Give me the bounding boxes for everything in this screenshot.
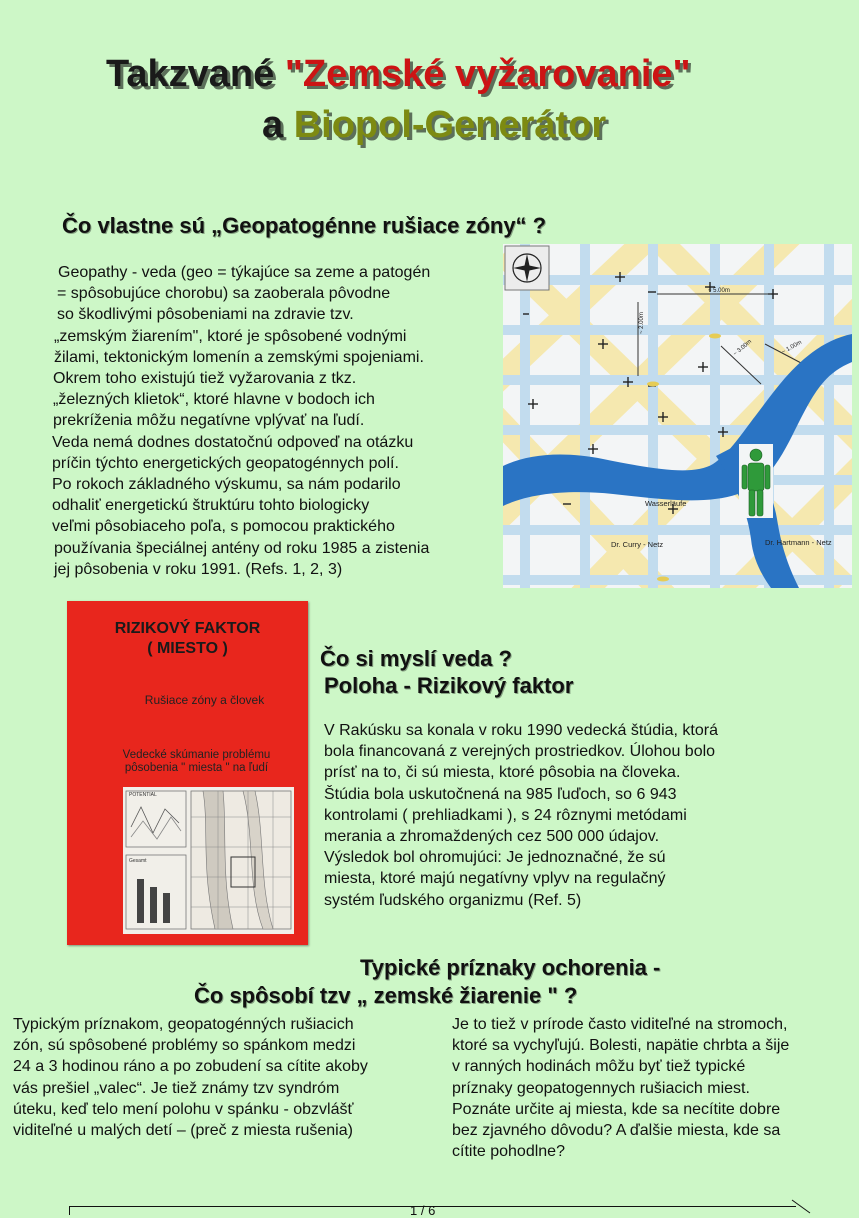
section-3-left-column: [13, 1014, 368, 1141]
title-part-3: a: [262, 104, 294, 146]
text-line: príčin týchto energetických geopatogénnych polí.: [52, 454, 399, 472]
text-line: „železných klietok“, ktoré hlavne v bodoch ich: [53, 391, 375, 409]
page-title: [106, 52, 691, 96]
text-line: bez zjavného dôvodu? A ďalšie miesta, kde sa: [452, 1122, 781, 1140]
text-line: Veda nemá dodnes dostatočnú odpoveď na otázku: [52, 433, 414, 451]
map-label-distance-2: ~ 2.00m: [639, 312, 645, 334]
text-line: vás prešiel „valec“. Je tiež známy tzv syndróm: [13, 1079, 340, 1097]
text-line: viditeľné u malých detí – (preč z miesta rušenia): [13, 1122, 353, 1140]
section-2-heading-line-2: Poloha - Rizikový faktor: [324, 673, 574, 698]
map-label-distance-1: ~ 5.00m: [708, 288, 730, 294]
text-line: = spôsobujúce chorobu) sa zaoberala pôvodne: [57, 285, 391, 303]
text-line: so škodlivými pôsobeniami na zdravie tzv.: [57, 306, 354, 324]
book-title-line-1: RIZIKOVÝ FAKTOR: [114, 620, 261, 637]
text-line: Výsledok bol ohromujúci: Je jednoznačné, že sú: [324, 849, 666, 867]
section-1-body: [52, 262, 430, 580]
text-line: ktoré sa vychyľujú. Bolesti, napätie chrbta a šije: [452, 1037, 790, 1055]
text-line: systém ľudského organizmu (Ref. 5): [324, 891, 582, 909]
book-title-line-2: ( MIESTO ): [147, 640, 228, 657]
section-2-body: [324, 720, 718, 911]
text-line: Typickým príznakom, geopatogénných rušiacich: [13, 1016, 354, 1033]
book-cover-image: [67, 601, 308, 945]
text-line: miesta, ktoré majú negatívny vplyv na regulačný: [324, 870, 666, 888]
footer-arrow-icon: [790, 1199, 812, 1214]
geopathic-grid-map: [503, 244, 852, 588]
grid-map-drawing: [503, 244, 852, 588]
section-3-heading-line-2: Čo spôsobí tzv „ zemské žiarenie " ?: [194, 983, 578, 1008]
page-title-line-2: [262, 103, 606, 147]
text-line: prekríženia môžu negatívne vplývať na ľudí.: [53, 412, 365, 430]
text-line: „zemským žiarením", ktoré je spôsobené vodnými: [54, 327, 407, 345]
text-line: veľmi pôsobiaceho poľa, s pomocou praktického: [52, 518, 395, 536]
text-line: Je to tiež v prírode často viditeľné na stromoch,: [452, 1016, 788, 1033]
map-label-distance-3: ~ 3.00m: [732, 338, 754, 358]
title-part-1: Takzvané: [106, 53, 285, 95]
page-number: 1 / 6: [410, 1203, 436, 1218]
text-line: merania a zhromaždených cez 500 000 údajov.: [324, 828, 660, 846]
text-line: kontrolami ( prehliadkami ), s 24 rôznymi metódami: [324, 806, 687, 824]
text-line: úteku, keď telo mení polohu v spánku - obzvlášť: [13, 1100, 354, 1118]
section-3-right-column: [452, 1014, 789, 1162]
text-line: 24 a 3 hodinou ráno a po zobudení sa cítite akoby: [13, 1058, 368, 1076]
book-cover-figure: [123, 787, 294, 934]
title-part-2: "Zemské vyžarovanie": [284, 53, 691, 95]
text-line: Štúdia bola uskutočnená na 985 ľuďoch, so 6 943: [324, 785, 677, 803]
text-line: cítite pohodlne?: [452, 1143, 565, 1161]
book-figure-label-1: POTENTIAL: [129, 792, 157, 798]
map-label-distance-4: ~ 1.00m: [781, 339, 803, 356]
section-3-heading-line-1: Typické príznaky ochorenia -: [360, 955, 661, 980]
book-subtitle: Rušiace zóny a človek: [144, 693, 265, 707]
text-line: odhaliť energetickú štruktúru tohto biologicky: [52, 497, 370, 515]
text-line: Geopathy - veda (geo = týkajúce sa zeme a patogén: [58, 264, 431, 281]
text-line: žilami, tektonickým lomenín a zemskými spojeniami.: [54, 348, 424, 366]
book-figure-drawing: [123, 787, 294, 934]
text-line: Okrem toho existujú tiež vyžarovania z tkz.: [53, 370, 357, 388]
map-label-curry: Dr. Curry - Netz: [611, 540, 664, 549]
text-line: jej pôsobenia v roku 1991. (Refs. 1, 2, 3): [54, 560, 343, 578]
text-line: Po rokoch základného výskumu, sa nám podarilo: [52, 476, 401, 494]
text-line: prísť na to, či sú miesta, ktoré pôsobia na človeka.: [324, 764, 681, 782]
text-line: bola financovaná z verejných prostriedkov. Úlohou bolo: [324, 743, 716, 761]
text-line: používania špeciálnej antény od roku 1985 a zistenia: [54, 539, 430, 557]
book-description-line-1: Vedecké skúmanie problému: [122, 749, 271, 761]
map-label-wasser: Wasserläufe: [645, 499, 687, 508]
section-2-heading-line-1: Čo si myslí veda ?: [320, 646, 512, 671]
section-1-heading: Čo vlastne sú „Geopatogénne rušiace zóny“ ?: [62, 213, 547, 238]
text-line: v ranných hodinách môžu byť tiež typické: [452, 1058, 746, 1076]
title-part-4: Biopol-Generátor: [293, 104, 607, 146]
text-line: príznaky geopatogennych rušiacich miest.: [452, 1079, 750, 1097]
text-line: Poznáte určite aj miesta, kde sa necítite dobre: [452, 1100, 781, 1118]
text-line: V Rakúsku sa konala v roku 1990 vedecká štúdia, ktorá: [324, 722, 718, 739]
text-line: zón, sú spôsobené problémy so spánkom medzi: [13, 1037, 356, 1055]
book-description-line-2: pôsobenia " miesta " na ľudí: [124, 762, 269, 774]
map-label-hartmann: Dr. Hartmann - Netz: [765, 538, 832, 547]
book-figure-label-2: Gesamt: [129, 858, 147, 864]
